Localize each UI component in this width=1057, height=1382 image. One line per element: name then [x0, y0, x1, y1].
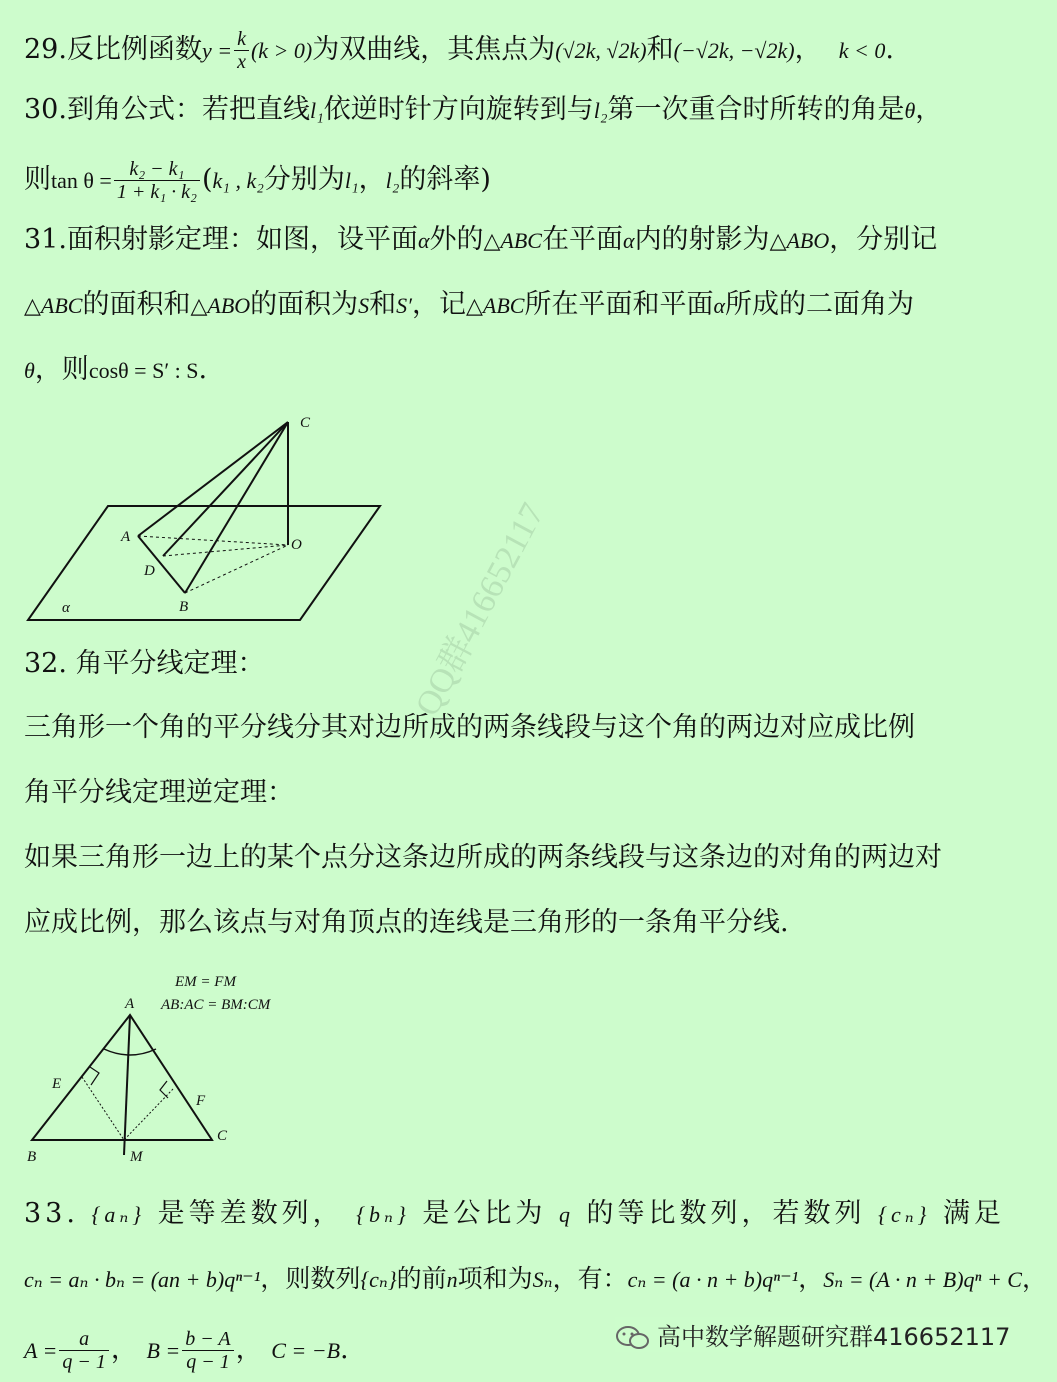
- text: 29.反比例函数: [24, 34, 202, 65]
- math: (√2k, √2k): [555, 38, 647, 63]
- text: ，则数列: [260, 1264, 361, 1293]
- item-30-line1: [24, 94, 942, 127]
- text: 外的: [429, 224, 484, 255]
- label-C: C: [217, 1128, 228, 1144]
- math: △ABC: [465, 293, 525, 318]
- watermark: QQ群416652117: [408, 497, 552, 723]
- math: y =: [201, 38, 233, 63]
- math: △ABO: [190, 293, 251, 318]
- math: {aₙ}: [91, 1202, 146, 1227]
- angle-arc: [104, 1049, 156, 1055]
- edge-CA: [138, 422, 288, 536]
- text: 31.面积射影定理：如图，设平面: [24, 224, 418, 255]
- math: q: [558, 1202, 574, 1227]
- text: 为双曲线，其焦点为: [312, 34, 556, 65]
- text: ，: [794, 34, 822, 65]
- label-B: B: [179, 599, 189, 615]
- item-33-line3: [24, 1328, 349, 1373]
- label-D: D: [144, 563, 155, 579]
- math: l₁: [309, 98, 324, 123]
- text: 则: [24, 164, 51, 195]
- math: △ABC: [24, 293, 83, 318]
- edge-CB: [185, 422, 288, 593]
- edge-CD: [163, 422, 288, 556]
- text: 第一次重合时所转的角是: [607, 94, 905, 125]
- text: ，: [235, 1334, 263, 1365]
- item-32-body: 三角形一个角的平分线分其对边所成的两条线段与这个角的两边对应成比例: [24, 712, 915, 743]
- math: cₙ = (a · n + b)qⁿ⁻¹: [627, 1267, 799, 1292]
- math: θ: [24, 358, 35, 383]
- math: S′: [396, 293, 412, 318]
- text: ，: [358, 164, 386, 195]
- math: θ: [904, 98, 916, 123]
- item-33-line1: [24, 1198, 1005, 1231]
- text: ，: [110, 1334, 138, 1365]
- math: α: [713, 293, 726, 318]
- math: cosθ = S′ : S: [88, 358, 199, 383]
- text: ，: [1021, 1264, 1047, 1293]
- fig-eq2: AB:AC = BM:CM: [161, 997, 271, 1013]
- math: k < 0: [838, 38, 886, 63]
- math: α: [417, 228, 430, 253]
- edge-AO: [138, 536, 288, 545]
- text: 30.到角公式：若把直线: [24, 94, 310, 125]
- fraction: $\frac{k}{x}$: [234, 28, 249, 73]
- math: A =: [24, 1338, 58, 1363]
- fraction-B: $\frac{b - A}{q - 1}$: [182, 1328, 233, 1373]
- item-32-body2a: 如果三角形一边上的某个点分这条边所成的两条线段与这条边的对角的两边对: [24, 842, 942, 873]
- item-31-line1: [24, 224, 937, 257]
- segment-FM: [124, 1089, 173, 1140]
- item-32-title2: 角平分线定理逆定理：: [24, 777, 294, 808]
- math: {cₙ}: [360, 1267, 397, 1292]
- fraction: $\frac{\text{k₂ − k₁}}{\text{1 + k₁ · k₂}}$: [114, 158, 200, 203]
- label-C: C: [300, 415, 311, 431]
- text: 分别为: [263, 164, 345, 195]
- math: (k > 0): [250, 38, 313, 63]
- item-32-title: 32. 角平分线定理：: [24, 648, 265, 679]
- text: 的前: [396, 1264, 447, 1293]
- edge-DO: [163, 545, 288, 556]
- math: α: [623, 228, 635, 253]
- bisector-AM: [124, 1015, 130, 1155]
- text: ，分别记: [829, 224, 938, 255]
- label-M: M: [130, 1149, 143, 1165]
- text: ，: [798, 1264, 824, 1293]
- math: Sₙ = (A · n + B)qⁿ + C: [823, 1267, 1022, 1292]
- text: 和: [369, 289, 397, 320]
- text: 的面积和: [82, 289, 191, 320]
- text: ，有：: [552, 1264, 628, 1293]
- item-30-line2: [24, 158, 491, 203]
- text: 的面积为: [250, 289, 359, 320]
- math: {cₙ}: [878, 1202, 931, 1227]
- text: 在平面: [542, 224, 623, 255]
- brand-text: 高中数学解题研究群416652117: [657, 1323, 1011, 1351]
- item-32-body2b: 应成比例，那么该点与对角顶点的连线是三角形的一条角平分线.: [24, 907, 789, 938]
- text: 的斜率): [399, 164, 491, 195]
- math: △ABO: [769, 228, 830, 253]
- math: n: [446, 1267, 458, 1292]
- text: 是公比为: [422, 1198, 547, 1229]
- bisector-figure: [20, 965, 320, 1170]
- math: {bₙ}: [356, 1202, 410, 1227]
- label-A: A: [125, 996, 135, 1012]
- text: 项和为: [457, 1264, 533, 1293]
- text: .: [198, 354, 208, 385]
- math: l₂: [385, 168, 400, 193]
- text: 33.: [24, 1198, 79, 1229]
- text: 的等比数列，若数列: [586, 1198, 866, 1229]
- label-E: E: [52, 1076, 62, 1092]
- math: (−√2k, −√2k): [673, 38, 795, 63]
- math: S: [358, 293, 370, 318]
- fraction-A: $\frac{a}{q - 1}$: [59, 1328, 109, 1373]
- text: 满足: [943, 1198, 1006, 1229]
- projection-figure: [20, 405, 400, 630]
- label-alpha: α: [62, 600, 70, 616]
- text: .: [340, 1334, 349, 1365]
- text: 和: [646, 34, 674, 65]
- math: Sₙ: [532, 1267, 553, 1292]
- text: 是等差数列，: [157, 1198, 344, 1229]
- text: .: [885, 34, 894, 65]
- segment-EM: [82, 1077, 124, 1140]
- math: B =: [146, 1338, 181, 1363]
- text: ，记: [411, 289, 466, 320]
- label-F: F: [196, 1093, 206, 1109]
- label-B: B: [27, 1149, 37, 1165]
- label-O: O: [291, 537, 302, 553]
- math: l₁: [344, 168, 359, 193]
- text: ，: [915, 94, 943, 125]
- brand-label: [615, 1317, 1010, 1352]
- text: ，则: [34, 354, 89, 385]
- math: k₁ , k₂: [212, 168, 264, 193]
- text: 所成的二面角为: [725, 289, 915, 320]
- fig-eq1: EM = FM: [175, 974, 236, 990]
- item-29: [24, 28, 894, 73]
- text: (: [201, 164, 213, 195]
- math: tan θ =: [51, 168, 112, 193]
- math: △ABC: [483, 228, 542, 253]
- text: 依逆时针方向旋转到与: [323, 94, 594, 125]
- math: l₂: [593, 98, 608, 123]
- wechat-icon: [615, 1324, 651, 1352]
- label-A: A: [121, 529, 131, 545]
- text: 内的射影为: [634, 224, 770, 255]
- text: 所在平面和平面: [524, 289, 714, 320]
- item-31-line3: [24, 354, 207, 387]
- item-33-line2: [24, 1263, 1047, 1296]
- math: C = −B: [271, 1338, 341, 1363]
- right-angle-E: [90, 1067, 99, 1085]
- math: cₙ = aₙ · bₙ = (an + b)qⁿ⁻¹: [24, 1267, 261, 1292]
- item-31-line2: [24, 289, 914, 322]
